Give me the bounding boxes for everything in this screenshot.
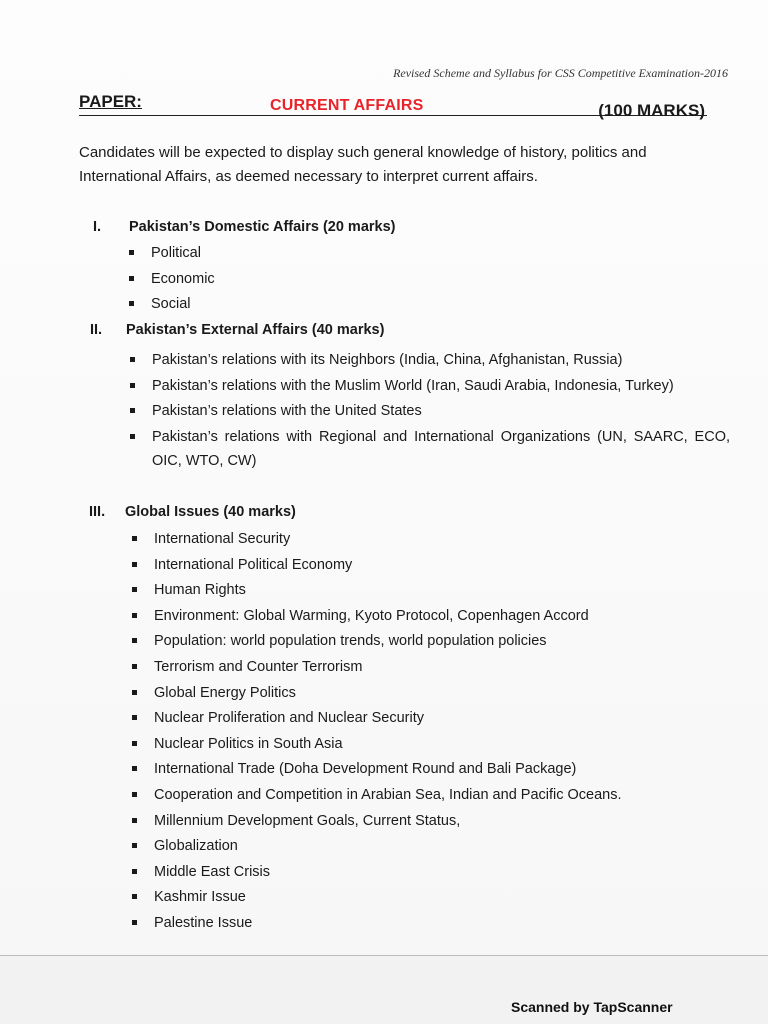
paper-marks: (100 MARKS) [598,101,705,120]
section-numeral: II. [90,322,103,338]
section-heading-external [90,322,384,338]
list-item: Palestine Issue [130,911,730,935]
list-item: Human Rights [130,578,730,602]
section-numeral: III. [89,504,106,520]
section-title: Global Issues (40 marks) [125,504,296,520]
list-item: Social [127,292,687,316]
list-item: Pakistan’s relations with its Neighbors (India, China, Afghanistan, Russia) [128,348,730,372]
list-item: Terrorism and Counter Terrorism [130,655,730,679]
list-item: Pakistan’s relations with the Muslim World (Iran, Saudi Arabia, Indonesia, Turkey) [128,374,730,398]
section-heading-domestic [93,219,396,235]
list-item: Political [127,241,687,265]
header-note: Revised Scheme and Syllabus for CSS Competitive Examination-2016 [393,66,728,80]
global-issues-list [130,527,730,937]
intro-paragraph: Candidates will be expected to display such general knowledge of history, politics and International Affairs, as deemed necessary to interpret current affairs. [79,144,647,185]
list-item: Nuclear Proliferation and Nuclear Security [130,706,730,730]
list-item: Millennium Development Goals, Current Status, [130,809,730,833]
list-item: Globalization [130,834,730,858]
list-item: International Security [130,527,730,551]
section-heading-global [89,504,296,520]
list-item: Economic [127,267,687,291]
list-item: Pakistan’s relations with the United States [128,399,730,423]
list-item: Middle East Crisis [130,860,730,884]
list-item: Population: world population trends, world population policies [130,629,730,653]
section-title: Pakistan’s External Affairs (40 marks) [126,322,385,338]
domestic-affairs-list [127,241,687,318]
list-item: Pakistan’s relations with Regional and International Organizations (UN, SAARC, ECO, OIC, WTO, CW) [128,425,730,473]
section-numeral: I. [93,219,102,235]
paper-title: CURRENT AFFAIRS [270,97,424,114]
list-item: Nuclear Politics in South Asia [130,732,730,756]
list-item: Kashmir Issue [130,885,730,909]
paper-label: PAPER: [79,92,142,111]
list-item: Environment: Global Warming, Kyoto Protocol, Copenhagen Accord [130,604,730,628]
list-item: Cooperation and Competition in Arabian Sea, Indian and Pacific Oceans. [130,783,730,807]
external-affairs-list [128,348,730,474]
list-item: International Political Economy [130,553,730,577]
list-item: Global Energy Politics [130,681,730,705]
paper-title-row [79,92,707,118]
scanner-watermark: Scanned by TapScanner [511,999,673,1015]
section-title: Pakistan’s Domestic Affairs (20 marks) [129,219,396,235]
list-item: International Trade (Doha Development Round and Bali Package) [130,757,730,781]
